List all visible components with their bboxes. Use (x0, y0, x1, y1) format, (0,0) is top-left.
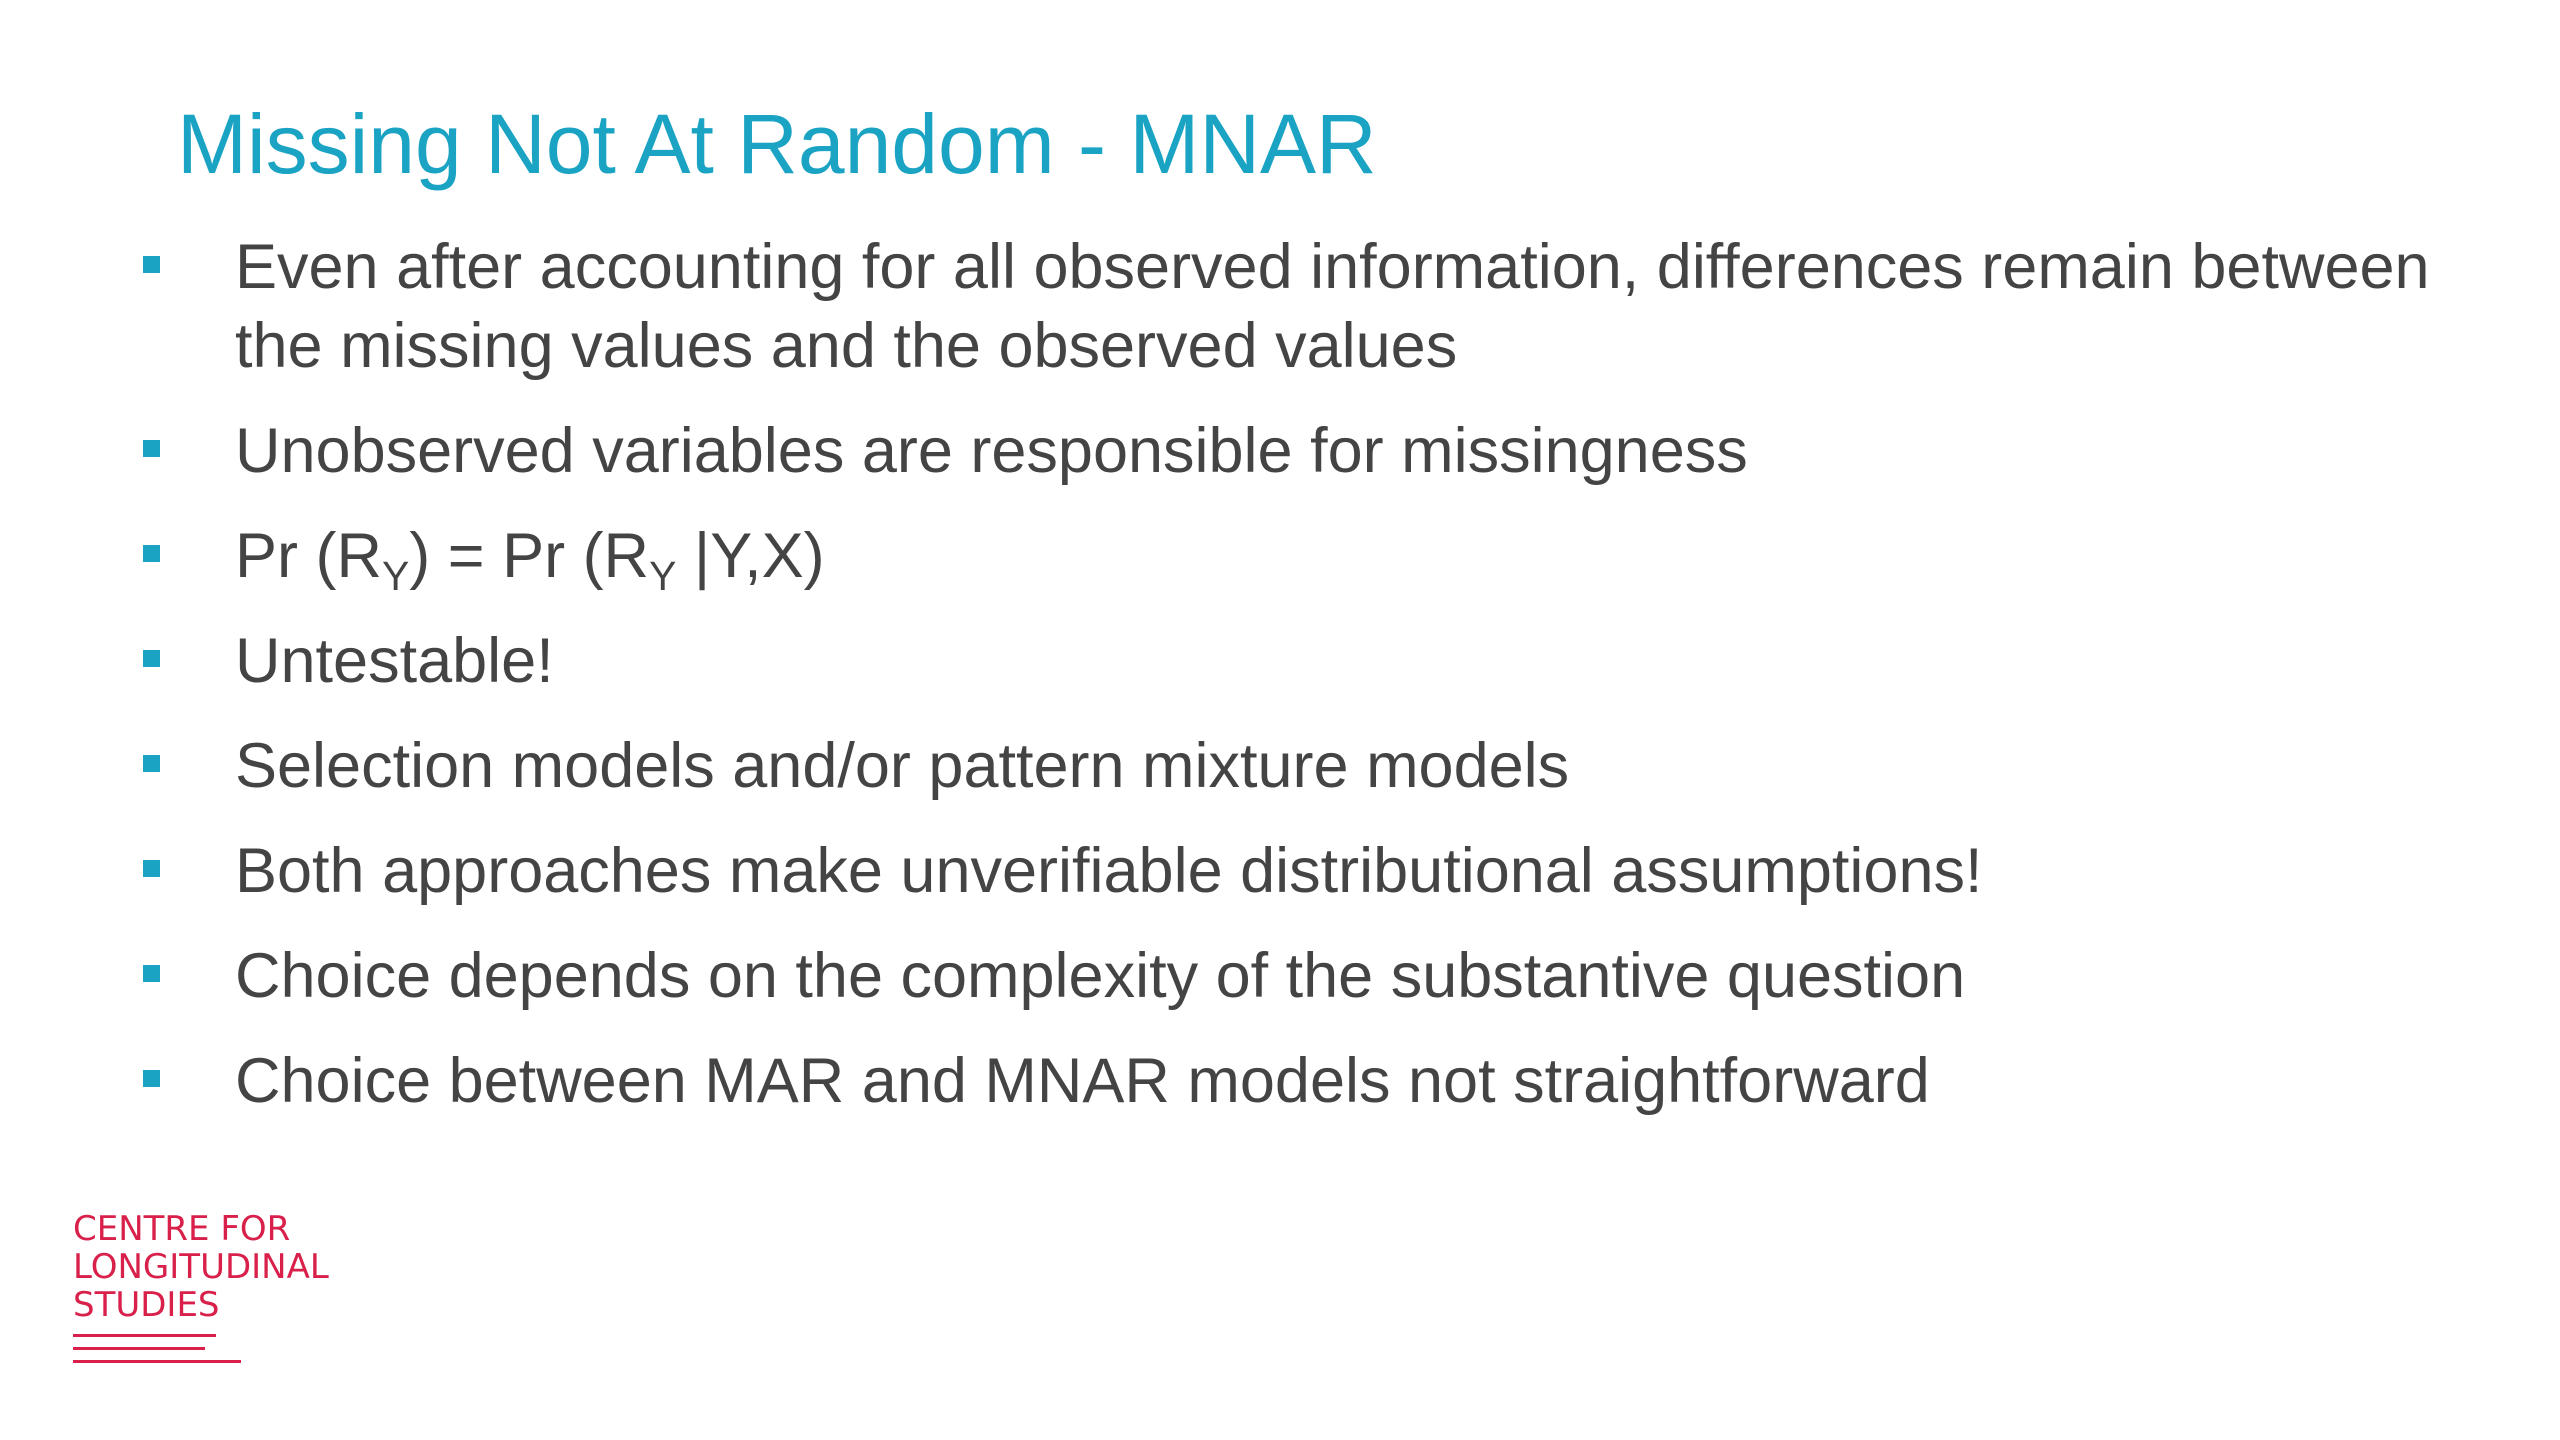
equation (235, 521, 825, 600)
square-bullet-icon (143, 256, 160, 273)
bullet-text: Both approaches make unverifiable distributional assumptions! (235, 836, 1983, 906)
logo-line-3: STUDIES (73, 1285, 220, 1325)
bullet-item (140, 937, 2440, 1016)
logo-stripe (73, 1347, 205, 1350)
bullet-item-equation (140, 517, 2440, 600)
bullet-text: Selection models and/or pattern mixture models (235, 731, 1570, 801)
logo-stripe (73, 1334, 216, 1337)
bullet-item (140, 228, 2440, 386)
square-bullet-icon (143, 1070, 160, 1087)
bullet-list (140, 228, 2440, 1147)
bullet-item (140, 727, 2440, 806)
equation-left-prefix: Pr (R (235, 521, 382, 591)
logo-underline-graphic (73, 1334, 329, 1363)
bullet-item (140, 412, 2440, 491)
equation-right-suffix: |Y,X) (676, 521, 825, 591)
slide-title: Missing Not At Random - MNAR (177, 97, 1377, 191)
logo-stripe (73, 1360, 241, 1363)
logo-line-1: CENTRE FOR (73, 1209, 291, 1249)
square-bullet-icon (143, 965, 160, 982)
equation-right-subscript: Y (649, 553, 677, 600)
bullet-text: Untestable! (235, 626, 554, 696)
logo-line-2: LONGITUDINAL (73, 1247, 329, 1287)
equation-left-subscript: Y (381, 553, 410, 600)
bullet-text: Even after accounting for all observed information, differences remain between the missing values and the observed values (235, 232, 2430, 381)
square-bullet-icon (143, 755, 160, 772)
equation-middle: ) = Pr (R (409, 521, 650, 591)
bullet-item (140, 832, 2440, 911)
square-bullet-icon (143, 860, 160, 877)
square-bullet-icon (143, 440, 160, 457)
bullet-item (140, 622, 2440, 701)
square-bullet-icon (143, 650, 160, 667)
bullet-text: Choice between MAR and MNAR models not straightforward (235, 1046, 1930, 1116)
bullet-text: Choice depends on the complexity of the substantive question (235, 941, 1966, 1011)
cls-logo (73, 1210, 329, 1373)
square-bullet-icon (143, 545, 160, 562)
bullet-item (140, 1042, 2440, 1121)
bullet-text: Unobserved variables are responsible for missingness (235, 416, 1748, 486)
